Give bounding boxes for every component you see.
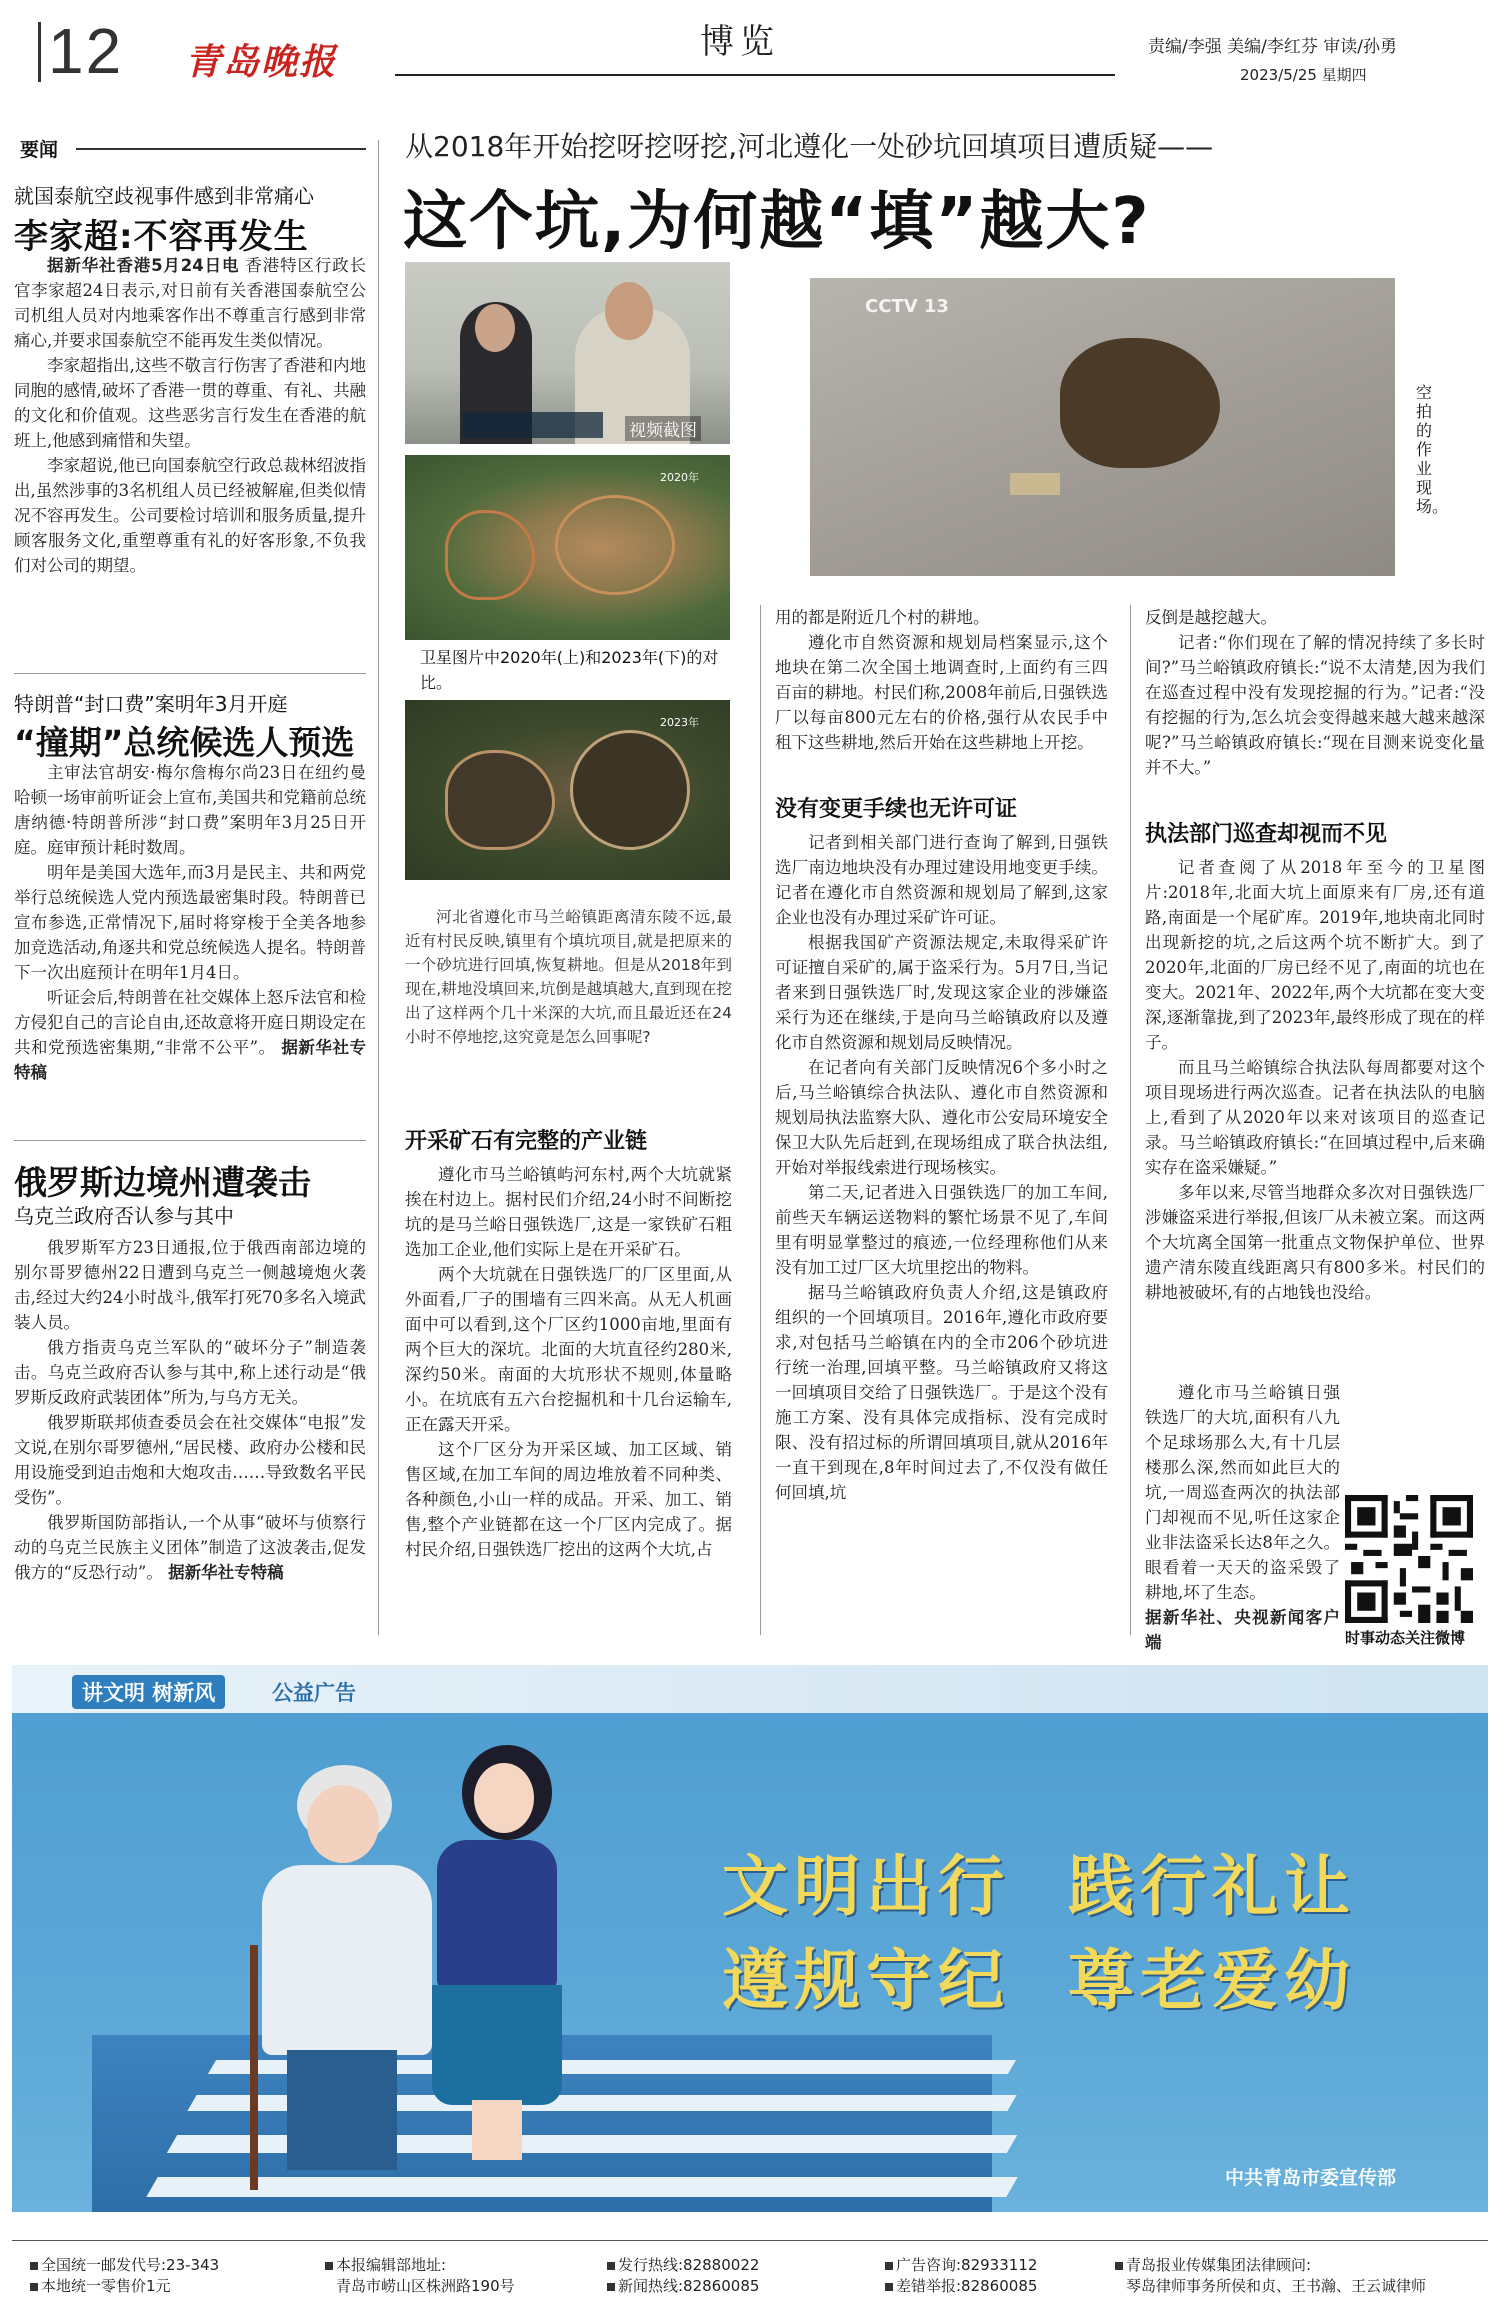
footer-text: 差错举报:82860085: [896, 2277, 1038, 2295]
bullet-square-icon: [885, 2283, 893, 2291]
section-name: 博览: [700, 22, 780, 62]
brief1-paragraph: 李家超指出,这些不敬言行伤害了香港和内地同胞的感情,破坏了香港一贯的尊重、有礼、共融的文化和价值观。这些恶劣言行发生在香港的航班上,他感到痛惜和失望。: [14, 356, 366, 450]
brief2-paragraph: 听证会后,特朗普在社交媒体上怒斥法官和检方侵犯自己的言论自由,还故意将开庭日期设定在共和党预选密集期,“非常不公平”。: [14, 988, 366, 1057]
satellite-photo-2020: [405, 455, 730, 640]
footer-text: 新闻热线:82860085: [618, 2277, 760, 2295]
bullet-square-icon: [1115, 2262, 1123, 2270]
footer-text: 本地统一零售价1元: [41, 2277, 171, 2295]
col4-body-top: [1145, 605, 1485, 780]
pit-outline: [555, 495, 675, 595]
col3-paragraph: 遵化市自然资源和规划局档案显示,这个地块在第二次全国土地调查时,上面约有三四百亩的耕地。村民们称,2008年前后,日强铁选厂以每亩800元左右的价格,强行从农民手中租下这些耕地,然后开始在这些耕地上开挖。: [775, 633, 1108, 752]
footer-rule: [12, 2240, 1488, 2241]
elderly-woman-figure: [242, 1765, 472, 2195]
walking-cane: [250, 1945, 258, 2190]
column-rule: [1130, 605, 1131, 1635]
section1-paragraph: 两个大坑就在日强铁选厂的厂区里面,从外面看,厂子的围墙有三四米高。从无人机画面中可以看到,这个厂区约1000亩地,里面有两个巨大的深坑。北面的大坑直径约280米,深约50米。南面的大坑形状不规则,体量略小。在坑底有五六台挖掘机和十几台运输车,正在露天开采。: [405, 1265, 732, 1434]
woman-face: [474, 1763, 534, 1833]
truck-shape: [1010, 473, 1060, 495]
aerial-caption: 空拍的作业现场。: [1416, 383, 1449, 516]
issue-date: 2023/5/25 星期四: [1240, 66, 1367, 84]
section2-paragraph: 在记者向有关部门反映情况6个多小时之后,马兰峪镇综合执法队、遵化市自然资源和规划局执法监察大队、遵化市公安局环境安全保卫大队先后赶到,在现场组成了联合执法组,开始对举报线索进行现场核实。: [775, 1058, 1108, 1177]
pit-outline: [570, 730, 690, 850]
footer-item: [325, 2255, 515, 2297]
brief3-paragraph: 俄罗斯军方23日通报,位于俄西南部边境的别尔哥罗德州22日遭到乌克兰一侧越境炮火袭击,经过大约24小时战斗,俄军打死70多名入境武装人员。: [14, 1238, 366, 1332]
section3-paragraph: 记者查阅了从2018年至今的卫星图片:2018年,北面大坑上面原来有厂房,还有道路,南面是一个尾矿库。2019年,地块南北同时出现新挖的坑,之后这两个坑不断扩大。到了2020年,北面的厂房已经不见了,南面的坑也在变大。2021年、2022年,两个大坑都在变大变深,逐渐靠拢,到了2023年,最终形成了现在的样子。: [1145, 858, 1485, 1052]
sidebar-label: 要闻: [20, 139, 59, 161]
brief2-paragraph: 明年是美国大选年,而3月是民主、共和两党举行总统候选人党内预选最密集时段。特朗普已宣布参选,正常情况下,届时将穿梭于全美各地参加竞选活动,角逐共和党总统候选人提名。特朗普下一次出庭预计在明年1月4日。: [14, 863, 366, 982]
brief2-paragraph: 主审法官胡安·梅尔詹梅尔尚23日在纽约曼哈顿一场审前听证会上宣布,美国共和党籍前总统唐纳德·特朗普所涉“封口费”案明年3月25日开庭。庭审预计耗时数周。: [14, 763, 366, 857]
footer-item: [607, 2255, 759, 2297]
main-title: 这个坑,为何越“填”越大?: [403, 185, 1151, 259]
main-kicker: 从2018年开始挖呀挖呀挖,河北遵化一处砂坑回填项目遭质疑——: [405, 130, 1214, 163]
brief3-subtitle: 乌克兰政府否认参与其中: [14, 1204, 234, 1228]
footer-text: 青岛市崂山区株洲路190号: [336, 2277, 515, 2295]
column-rule: [760, 605, 761, 1635]
section1-paragraph: 遵化市马兰峪镇屿河东村,两个大坑就紧挨在村边上。据村民们介绍,24小时不间断挖坑的是马兰峪日强铁选厂,这是一家铁矿石粗选加工企业,他们实际上是在开采矿石。: [405, 1165, 732, 1259]
brief1-kicker: 就国泰航空歧视事件感到非常痛心: [14, 184, 314, 208]
masthead-logo: 青岛晚报: [185, 41, 338, 83]
brief3-paragraph: 俄方指责乌克兰军队的“破坏分子”制造袭击。乌克兰政府否认参与其中,称上述行动是“俄罗斯反政府武装团体”所为,与乌方无关。: [14, 1338, 366, 1407]
bullet-square-icon: [607, 2262, 615, 2270]
bullet-square-icon: [325, 2262, 333, 2270]
ad-slogan-line2: 遵规守纪 尊老爱幼: [722, 1942, 1356, 2019]
elder-trousers: [287, 2050, 397, 2170]
section3-body: [1145, 855, 1485, 1305]
brief1-dateline: 据新华社香港5月24日电: [47, 256, 240, 275]
sidebar: [14, 135, 366, 1635]
brief1-body: [14, 253, 366, 578]
tv-logo: CCTV 13: [865, 296, 949, 317]
section1-body: [405, 1162, 732, 1562]
year-label-2020: 2020年: [660, 471, 699, 484]
lede-box: [405, 905, 732, 1049]
section1-heading: 开采矿石有完整的产业链: [405, 1129, 648, 1154]
year-label-2023: 2023年: [660, 716, 699, 729]
section3-body-narrow: [1145, 1380, 1340, 1655]
qr-code[interactable]: [1345, 1495, 1473, 1623]
brief1-title: 李家超:不容再发生: [14, 217, 309, 257]
pit-outline: [445, 750, 555, 850]
footer-item: [30, 2255, 219, 2297]
sidebar-label-rule: [76, 148, 366, 150]
page-number: 12: [48, 15, 124, 87]
qr-code-graphic: [1345, 1495, 1473, 1623]
brief3-title: 俄罗斯边境州遭袭击: [14, 1163, 311, 1202]
col3-body-top: [775, 605, 1108, 755]
brief3-paragraph: 俄罗斯联邦侦查委员会在社交媒体“电报”发文说,在别尔哥罗德州,“居民楼、政府办公楼和民用设施受到迫击炮和大炮攻击……导致数名平民受伤”。: [14, 1413, 366, 1507]
aerial-site-photo: [810, 278, 1395, 576]
footer-item: [1115, 2255, 1426, 2297]
pit-shape: [1060, 338, 1220, 468]
video-screenshot-photo: [405, 262, 730, 444]
video-caption-bar: [463, 412, 603, 438]
satellite-photo-2023: [405, 700, 730, 880]
bullet-square-icon: [30, 2262, 38, 2270]
elder-jacket: [262, 1865, 432, 2055]
brief2-title: “撞期”总统候选人预选: [14, 723, 355, 762]
footer-text: 发行热线:82880022: [618, 2256, 760, 2274]
header: [0, 0, 1500, 100]
section2-paragraph: 第二天,记者进入日强铁选厂的加工车间,前些天车辆运送物料的繁忙场景不见了,车间里有明显掌整过的痕迹,一位经理称他们从来没有加工过厂区大坑里挖出的物料。: [775, 1183, 1108, 1277]
col4-paragraph: 反倒是越挖越大。: [1145, 608, 1277, 627]
column-rule: [378, 140, 379, 1635]
person-right-head: [605, 282, 653, 340]
section3-paragraph: 遵化市马兰峪镇日强铁选厂的大坑,面积有八九个足球场那么大,有十几层楼那么深,然而如此巨大的坑,一周巡查两次的执法部门却视而不见,听任这家企业非法盗采长达8年之久。眼看着一天天的盗采毁了耕地,坏了生态。: [1145, 1383, 1340, 1602]
woman-legs: [472, 2100, 522, 2160]
col3-paragraph: 用的都是附近几个村的耕地。: [775, 608, 990, 627]
lede-text: 河北省遵化市马兰峪镇距离清东陵不远,最近有村民反映,镇里有个填坑项目,就是把原来的一个砂坑进行回填,恢复耕地。但是从2018年到现在,耕地没填回来,坑倒是越填越大,直到现在挖出了这样两个几十米深的大坑,而且最近还在24小时不停地挖,这究竟是怎么回事呢?: [405, 908, 732, 1046]
bullet-square-icon: [607, 2283, 615, 2291]
elder-face: [307, 1785, 379, 1863]
brief1-paragraph: 香港特区行政长官李家超24日表示,对日前有关香港国泰航空公司机组人员对内地乘客作出不尊重言行感到非常痛心,并要求国泰航空不能再发生类似情况。: [14, 256, 367, 350]
public-service-ad: [12, 1665, 1488, 2212]
section2-paragraph: 根据我国矿产资源法规定,未取得采矿许可证擅自采矿的,属于盗采行为。5月7日,当记者来到日强铁选厂时,发现这家企业的涉嫌盗采行为还在继续,于是向马兰峪镇政府以及遵化市自然资源和规划局反映情况。: [775, 933, 1108, 1052]
ad-sponsor: 中共青岛市委宣传部: [1225, 2167, 1397, 2189]
brief-divider: [14, 673, 366, 674]
section2-body: [775, 830, 1108, 1505]
qr-caption: 时事动态关注微博: [1345, 1629, 1466, 1647]
photo-overlay-label: 视频截图: [625, 416, 701, 441]
section3-heading: 执法部门巡查却视而不见: [1145, 822, 1388, 847]
col4-paragraph: 记者:“你们现在了解的情况持续了多长时间?”马兰峪镇政府镇长:“说不太清楚,因为我们在巡查过程中没有发现挖掘的行为。”记者:“没有挖掘的行为,怎么坑会变得越来越大越来越深呢?”马兰峪镇政府镇长:“现在目测来说变化量并不大。”: [1145, 633, 1485, 777]
footer-text: 青岛报业传媒集团法律顾问:: [1126, 2256, 1312, 2274]
brief1-paragraph: 李家超说,他已向国泰航空行政总裁林绍波指出,虽然涉事的3名机组人员已经被解雇,但类似情况不容再发生。公司要检讨培训和服务质量,提升顾客服务文化,重塑尊重有礼的好客形象,不负我们对公司的期望。: [14, 456, 366, 575]
footer-text: 本报编辑部地址:: [336, 2256, 447, 2274]
section2-paragraph: 记者到相关部门进行查询了解到,日强铁选厂南边地块没有办理过建设用地变更手续。记者在遵化市自然资源和规划局了解到,这家企业也没有办理过采矿许可证。: [775, 833, 1108, 927]
header-rule: [395, 74, 1115, 76]
brief-divider: [14, 1140, 366, 1141]
bullet-square-icon: [30, 2283, 38, 2291]
brief2-kicker: 特朗普“封口费”案明年3月开庭: [14, 692, 288, 716]
section2-paragraph: 据马兰峪镇政府负责人介绍,这是镇政府组织的一个回填项目。2016年,遵化市政府要求,对包括马兰峪镇在内的全市206个砂坑进行统一治理,回填平整。马兰峪镇政府又将这一回填项目交给了日强铁选厂。于是这个没有施工方案、没有具体完成指标、没有完成时限、没有招过标的所谓回填项目,就从2016年一直干到现在,8年时间过去了,不仅没有做任何回填,坑: [775, 1283, 1108, 1502]
footer-text: 琴岛律师事务所侯和贞、王书瀚、王云诚律师: [1126, 2277, 1427, 2295]
satellite-caption: 卫星图片中2020年(上)和2023年(下)的对比。: [420, 648, 719, 692]
ad-tag-2: 公益广告: [272, 1681, 356, 1705]
footer-item: [885, 2255, 1037, 2297]
brief3-body: [14, 1235, 366, 1585]
pit-outline: [445, 510, 535, 600]
editors-line: 责编/李强 美编/李红芬 审读/孙勇: [1148, 37, 1397, 57]
section2-heading: 没有变更手续也无许可证: [775, 797, 1018, 822]
section3-paragraph: 多年以来,尽管当地群众多次对日强铁选厂涉嫌盗采进行举报,但该厂从未被立案。而这两个大坑离全国第一批重点文物保护单位、世界遗产清东陵直线距离只有800多米。村民们的耕地被破坏,有的占地钱也没给。: [1145, 1183, 1485, 1302]
footer-text: 广告咨询:82933112: [896, 2256, 1038, 2274]
bullet-square-icon: [885, 2262, 893, 2270]
ad-tag-1: 讲文明 树新风: [72, 1675, 225, 1709]
person-left-head: [475, 304, 515, 352]
brief2-credit: 据新华社专特稿: [14, 1038, 366, 1082]
main-credit: 据新华社、央视新闻客户端: [1145, 1608, 1340, 1652]
section3-paragraph: 而且马兰峪镇综合执法队每周都要对这个项目现场进行两次巡查。记者在执法队的电脑上,看到了从2020年以来对该项目的巡查记录。马兰峪镇政府镇长:“在回填过程中,后来确实存在盗采嫌疑。”: [1145, 1058, 1485, 1177]
brief2-body: [14, 760, 366, 1085]
section1-paragraph: 这个厂区分为开采区域、加工区域、销售区域,在加工车间的周边堆放着不同种类、各种颜色,小山一样的成品。开采、加工、销售,整个产业链都在这一个厂区内完成了。据村民介绍,日强铁选厂挖出的这两个大坑,占: [405, 1440, 732, 1559]
brief3-credit: 据新华社专特稿: [168, 1563, 284, 1582]
footer-text: 全国统一邮发代号:23-343: [41, 2256, 220, 2274]
ad-white-bar: [12, 1665, 1488, 1713]
ad-slogan-line1: 文明出行 践行礼让: [722, 1848, 1356, 1925]
brief3-paragraph: 俄罗斯国防部指认,一个从事“破坏与侦察行动的乌克兰民族主义团体”制造了这波袭击,促发俄方的“反恐行动”。: [14, 1513, 366, 1582]
page-number-divider: [38, 22, 41, 82]
